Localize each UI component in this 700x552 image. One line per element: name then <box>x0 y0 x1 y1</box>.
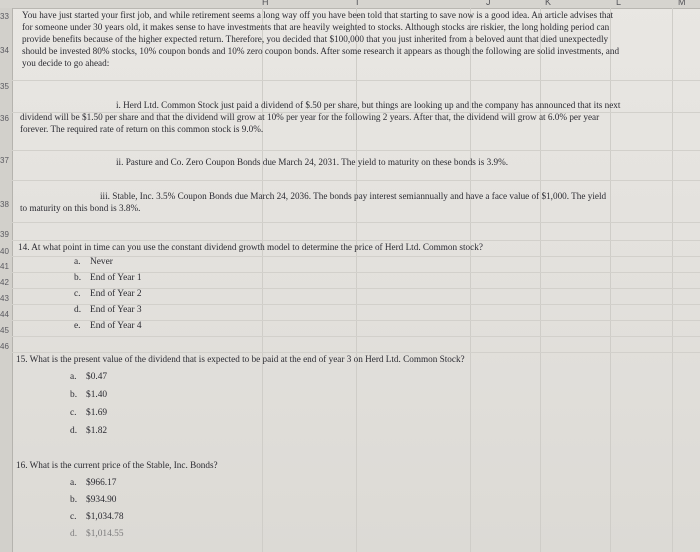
option-item <box>70 390 107 400</box>
option-letter: c. <box>70 408 77 418</box>
grid-line <box>12 80 700 81</box>
grid-line <box>12 240 700 241</box>
row-number: 37 <box>0 156 9 165</box>
option-letter: d. <box>70 426 78 436</box>
intro-line: you decide to go ahead: <box>22 58 110 68</box>
row-number: 38 <box>0 200 9 209</box>
option-item <box>70 478 116 488</box>
grid-line <box>672 8 673 552</box>
option-letter: b. <box>70 390 78 400</box>
row-number: 34 <box>0 46 9 55</box>
column-letter-h: H <box>262 0 269 7</box>
option-text: Never <box>90 257 113 267</box>
question-15: 15. What is the present value of the dividend that is expected to be paid at the end of year 3 on Herd Ltd. Common Stock? <box>16 354 465 364</box>
grid-line <box>12 352 700 353</box>
investment-line: iii. Stable, Inc. 3.5% Coupon Bonds due March 24, 2036. The bonds pay interest semiannually and have a face value of $1,000. The yield <box>100 191 607 201</box>
investment-line: forever. The required rate of return on this common stock is 9.0%. <box>20 124 264 134</box>
grid-line <box>262 8 263 552</box>
intro-line: provide benefits because of the higher expected return. Therefore, you decided that $100,000 that you just inherited from a beloved aunt that died unexpectedly <box>22 34 609 44</box>
option-letter: b. <box>74 273 82 283</box>
option-text: $1,014.55 <box>86 529 124 539</box>
investment-line: i. Herd Ltd. Common Stock just paid a dividend of $.50 per share, but things are looking up and the company has announced that its next <box>116 100 621 110</box>
option-item <box>74 289 142 299</box>
option-item <box>74 321 142 331</box>
option-item <box>74 257 113 267</box>
question-14: 14. At what point in time can you use the constant dividend growth model to determine the price of Herd Ltd. Common stock? <box>18 242 483 252</box>
investment-line: to maturity on this bond is 3.8%. <box>20 203 141 213</box>
option-text: $1,034.78 <box>86 512 124 522</box>
option-letter: e. <box>74 321 81 331</box>
grid-line <box>12 150 700 151</box>
option-item <box>70 512 124 522</box>
option-item <box>70 408 107 418</box>
grid-line <box>540 8 541 552</box>
column-letter-m: M <box>678 0 686 7</box>
row-number: 43 <box>0 294 9 303</box>
option-item <box>70 372 107 382</box>
option-item <box>70 495 116 505</box>
row-number: 42 <box>0 278 9 287</box>
row-number: 45 <box>0 326 9 335</box>
row-number: 35 <box>0 82 9 91</box>
row-number: 33 <box>0 12 9 21</box>
grid-line <box>12 180 700 181</box>
row-number: 39 <box>0 230 9 239</box>
column-letter-j: J <box>486 0 491 7</box>
intro-line: for someone under 30 years old, it makes sense to have investments that are heavily weighted to stocks. Although stocks are riskier, the long holding period can <box>22 22 610 32</box>
option-text: End of Year 2 <box>90 289 142 299</box>
grid-line <box>470 8 471 552</box>
column-letter-l: L <box>616 0 622 7</box>
option-letter: d. <box>74 305 82 315</box>
option-item <box>70 426 107 436</box>
option-letter: d. <box>70 529 78 539</box>
column-letter-i: I <box>356 0 359 7</box>
grid-line <box>12 336 700 337</box>
option-item <box>74 305 142 315</box>
option-item <box>70 529 124 539</box>
option-letter: b. <box>70 495 78 505</box>
option-text: $0.47 <box>86 372 108 382</box>
option-letter: a. <box>70 372 77 382</box>
intro-line: should be invested 80% stocks, 10% coupon bonds and 10% zero coupon bonds. After some research it appears as though the following are solid investments, and <box>22 46 620 56</box>
option-text: End of Year 3 <box>90 305 142 315</box>
grid-line <box>12 222 700 223</box>
grid-line <box>610 8 611 552</box>
column-letter-k: K <box>545 0 552 7</box>
row-number: 41 <box>0 262 9 271</box>
question-16: 16. What is the current price of the Stable, Inc. Bonds? <box>16 460 218 470</box>
option-text: $934.90 <box>86 495 117 505</box>
option-text: $966.17 <box>86 478 117 488</box>
option-text: $1.69 <box>86 408 108 418</box>
option-letter: a. <box>70 478 77 488</box>
investment-line: dividend will be $1.50 per share and that the dividend will grow at 10% per year for the following 2 years. After that, the dividend will grow at 6.0% per year <box>20 112 600 122</box>
option-letter: c. <box>74 289 81 299</box>
option-letter: c. <box>70 512 77 522</box>
row-number: 44 <box>0 310 9 319</box>
intro-line: You have just started your first job, and while retirement seems a long way off you have been told that starting to save now is a good idea. An article advises that <box>22 10 614 20</box>
option-text: End of Year 4 <box>90 321 142 331</box>
option-letter: a. <box>74 257 81 267</box>
row-number: 40 <box>0 247 9 256</box>
column-header-bar <box>0 0 700 9</box>
grid-line <box>12 256 700 257</box>
row-number: 36 <box>0 114 9 123</box>
row-number: 46 <box>0 342 9 351</box>
option-item <box>74 273 142 283</box>
option-text: End of Year 1 <box>90 273 142 283</box>
investment-pasture-bonds: ii. Pasture and Co. Zero Coupon Bonds due March 24, 2031. The yield to maturity on these bonds is 3.9%. <box>116 157 509 167</box>
grid-line <box>356 8 357 552</box>
option-text: $1.40 <box>86 390 108 400</box>
option-text: $1.82 <box>86 426 108 436</box>
